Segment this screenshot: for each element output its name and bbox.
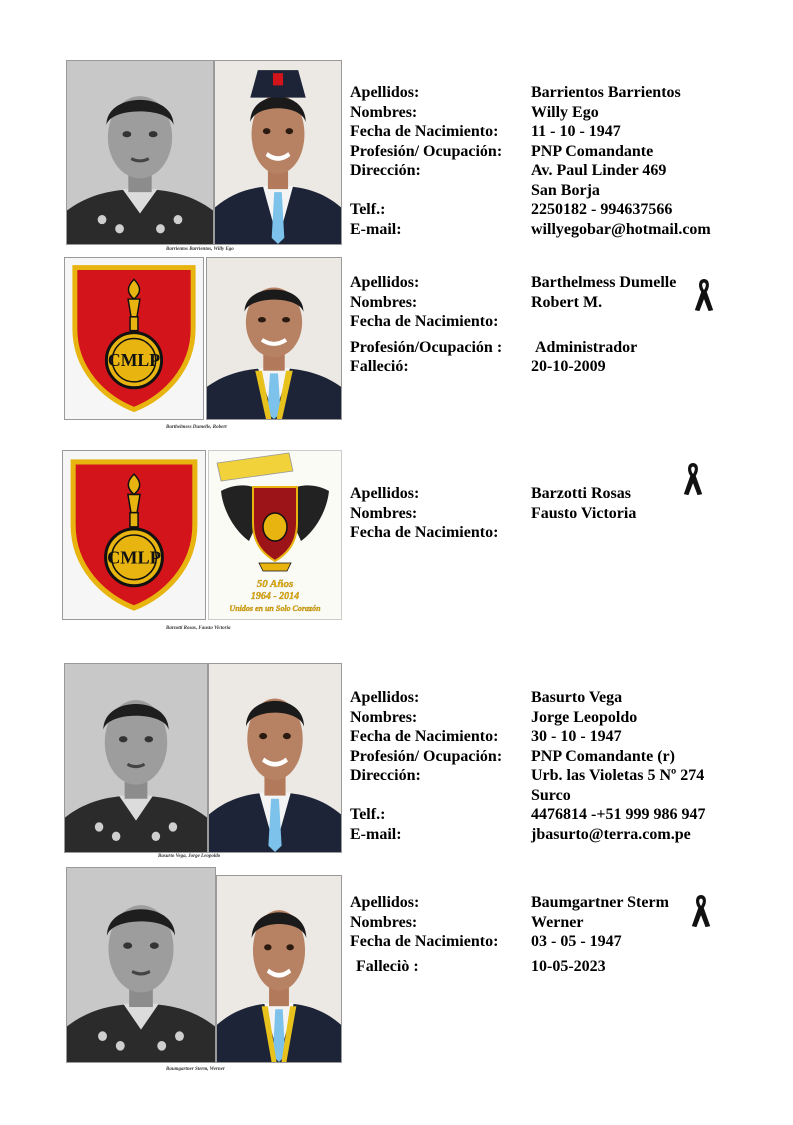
mourning-ribbon-icon	[682, 461, 704, 498]
field-value: 03 - 05 - 1947	[531, 933, 622, 950]
school-shield-logo	[62, 450, 206, 620]
field-value: Barrientos Barrientos	[531, 84, 681, 101]
field-value: Surco	[531, 786, 571, 804]
field-label: E-mail:	[350, 220, 402, 238]
field-value: Baumgartner Sterm	[531, 894, 669, 911]
field-value: PNP Comandante (r)	[531, 747, 675, 765]
field-label: Telf.:	[350, 201, 386, 218]
field-label: Fecha de Nacimiento:	[350, 123, 499, 140]
school-shield-logo	[64, 257, 204, 420]
field-label: Apellidos:	[350, 485, 420, 502]
svg-text:1964 - 2014: 1964 - 2014	[250, 591, 300, 602]
field-label: Fecha de Nacimiento:	[350, 524, 499, 541]
field-value: Administrador	[535, 338, 638, 356]
field-label: E-mail:	[350, 825, 402, 843]
field-label: Apellidos:	[350, 894, 420, 911]
field-label: Dirección:	[350, 162, 421, 179]
field-value: 4476814 -+51 999 986 947	[531, 806, 706, 823]
field-value: PNP Comandante	[531, 142, 654, 160]
field-label: Nombres:	[350, 913, 418, 931]
field-value: Basurto Vega	[531, 689, 623, 706]
promotion-badge	[208, 450, 342, 620]
field-value: Urb. las Violetas 5 Nº 274	[531, 767, 705, 784]
photo-caption: Barzotti Rosas, Fausto Victoria	[166, 626, 231, 631]
svg-text:CMLP: CMLP	[107, 350, 161, 371]
field-label: Nombres:	[350, 504, 418, 522]
field-value: 2250182 - 994637566	[531, 201, 673, 218]
field-value: 11 - 10 - 1947	[531, 123, 621, 140]
cadet-photo	[64, 663, 208, 853]
mourning-ribbon-icon	[693, 277, 715, 314]
adult-photo	[216, 875, 342, 1063]
photo-caption: Basurto Vega, Jorge Leopoldo	[158, 854, 221, 859]
field-value: 20-10-2009	[531, 358, 606, 375]
field-value: Willy Ego	[531, 103, 599, 121]
field-label: Profesión/ Ocupación:	[350, 747, 503, 765]
field-label: Nombres:	[350, 103, 418, 121]
field-label: Fecha de Nacimiento:	[350, 933, 499, 950]
field-value: 30 - 10 - 1947	[531, 728, 622, 745]
email-link[interactable]: jbasurto@terra.com.pe	[531, 825, 691, 843]
adult-photo	[208, 663, 342, 853]
svg-text:CMLP: CMLP	[107, 547, 161, 568]
field-value: Robert M.	[531, 293, 603, 311]
field-value: Jorge Leopoldo	[531, 708, 638, 726]
field-label: Apellidos:	[350, 689, 420, 706]
field-value: Av. Paul Linder 469	[531, 162, 667, 179]
field-value: Fausto Victoria	[531, 504, 637, 522]
field-label: Nombres:	[350, 293, 418, 311]
photo-strip	[62, 867, 342, 1067]
field-label: Apellidos:	[350, 84, 420, 101]
field-label: Fecha de Nacimiento:	[350, 313, 499, 330]
field-label: Falleciò :	[356, 957, 419, 975]
cadet-photo	[66, 60, 214, 245]
mourning-ribbon-icon	[690, 893, 712, 930]
photo-strip	[62, 450, 342, 635]
field-value: San Borja	[531, 181, 600, 199]
field-label: Nombres:	[350, 708, 418, 726]
field-label: Apellidos:	[350, 274, 420, 291]
adult-photo	[206, 257, 342, 420]
photo-strip	[62, 257, 342, 435]
field-value: Barzotti Rosas	[531, 485, 631, 502]
field-value: Barthelmess Dumelle	[531, 274, 677, 291]
field-label: Profesión/Ocupación :	[350, 338, 503, 356]
field-label: Falleció:	[350, 358, 409, 375]
svg-text:Unidos en un Solo Corazón: Unidos en un Solo Corazón	[229, 604, 321, 613]
email-link[interactable]: willyegobar@hotmail.com	[531, 220, 711, 238]
photo-caption: Baumgartner Sterm, Werner	[166, 1067, 225, 1072]
field-label: Profesión/ Ocupación:	[350, 142, 503, 160]
photo-caption: Barthelmess Dumelle, Robert	[166, 425, 227, 430]
svg-text:50 Años: 50 Años	[256, 578, 294, 590]
photo-strip	[62, 663, 342, 861]
field-label: Dirección:	[350, 767, 421, 784]
photo-strip	[62, 60, 342, 256]
field-value: Werner	[531, 913, 584, 931]
field-label: Fecha de Nacimiento:	[350, 728, 499, 745]
cadet-photo	[66, 867, 216, 1063]
field-label: Telf.:	[350, 806, 386, 823]
photo-caption: Barrientos Barrientos, Willy Ego	[166, 247, 234, 252]
adult-photo	[214, 60, 342, 245]
field-value: 10-05-2023	[531, 957, 606, 975]
